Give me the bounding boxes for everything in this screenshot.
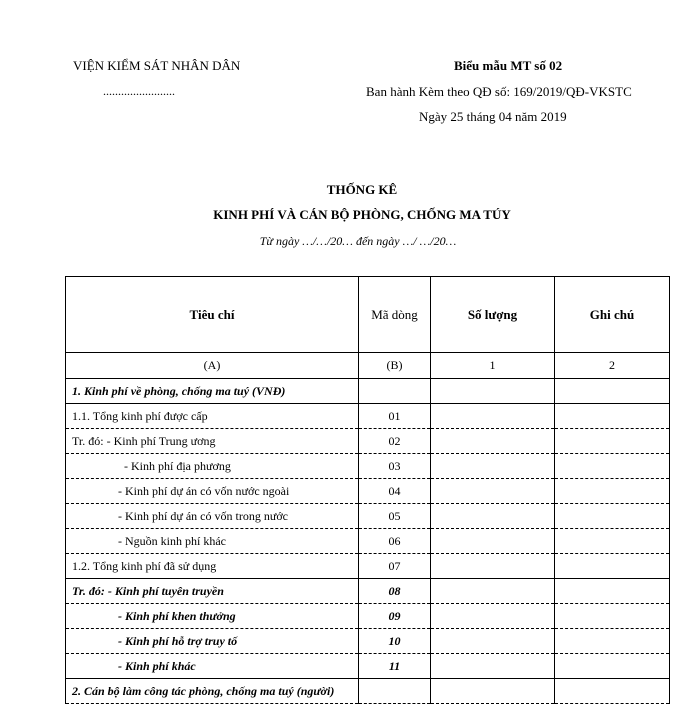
table-row [66, 479, 670, 504]
table-subheader-row [66, 353, 670, 379]
notes-cell[interactable] [555, 604, 670, 629]
form-number: Biểu mẫu MT số 02 [454, 58, 563, 73]
quantity-cell[interactable] [431, 479, 555, 504]
title-line1: THỐNG KÊ [326, 182, 398, 197]
table-row [66, 654, 670, 679]
quantity-cell[interactable] [431, 429, 555, 454]
report-period: Từ ngày …/…/20… đến ngày …/ …/20… [259, 234, 457, 248]
quantity-cell[interactable] [431, 454, 555, 479]
criteria-cell [66, 404, 359, 429]
line-code-cell: 07 [359, 554, 431, 579]
sub-label-a: (A) [66, 353, 359, 379]
statistics-table [65, 276, 670, 704]
notes-cell[interactable] [555, 379, 670, 404]
col-header-criteria: Tiêu chí [66, 277, 359, 353]
quantity-cell[interactable] [431, 629, 555, 654]
notes-cell[interactable] [555, 654, 670, 679]
quantity-cell[interactable] [431, 529, 555, 554]
line-code-cell: 04 [359, 479, 431, 504]
line-code-cell [359, 379, 431, 404]
criteria-label: 1.1. Tổng kinh phí được cấp [72, 408, 208, 423]
criteria-label: - Kinh phí địa phương [124, 458, 231, 473]
table-row [66, 454, 670, 479]
title-line2: KINH PHÍ VÀ CÁN BỘ PHÒNG, CHỐNG MA TÚY [213, 207, 511, 222]
table-row [66, 404, 670, 429]
line-code-cell: 05 [359, 504, 431, 529]
quantity-cell[interactable] [431, 654, 555, 679]
notes-cell[interactable] [555, 504, 670, 529]
criteria-label: 1.2. Tổng kinh phí đã sử dụng [72, 558, 217, 573]
criteria-label: Tr. đó: - Kinh phí Trung ương [72, 433, 216, 448]
col-header-quantity: Số lượng [431, 277, 555, 353]
table-row [66, 379, 670, 404]
issued-by: Ban hành Kèm theo QĐ số: 169/2019/QĐ-VKSTC [366, 84, 632, 99]
col-header-line-code: Mã dòng [359, 277, 431, 353]
criteria-cell [66, 479, 359, 504]
quantity-cell[interactable] [431, 379, 555, 404]
col-header-notes: Ghi chú [555, 277, 670, 353]
sub-label-b: (B) [359, 353, 431, 379]
notes-cell[interactable] [555, 629, 670, 654]
org-name: VIỆN KIỂM SÁT NHÂN DÂN [73, 58, 241, 73]
table-row [66, 504, 670, 529]
criteria-cell [66, 554, 359, 579]
criteria-cell [66, 629, 359, 654]
criteria-label: 2. Cán bộ làm công tác phòng, chống ma tuý (người) [72, 683, 335, 698]
org-dots: ........................ [103, 84, 175, 98]
line-code-cell: 10 [359, 629, 431, 654]
notes-cell[interactable] [555, 529, 670, 554]
criteria-cell [66, 429, 359, 454]
criteria-label: - Kinh phí khác [118, 658, 196, 673]
criteria-cell [66, 379, 359, 404]
criteria-cell [66, 579, 359, 604]
table-row [66, 429, 670, 454]
notes-cell[interactable] [555, 404, 670, 429]
criteria-cell [66, 529, 359, 554]
criteria-label: - Kinh phí khen thưởng [118, 608, 236, 623]
criteria-label: - Kinh phí dự án có vốn trong nước [118, 508, 288, 523]
notes-cell[interactable] [555, 454, 670, 479]
table-row [66, 604, 670, 629]
criteria-cell [66, 604, 359, 629]
table-row [66, 579, 670, 604]
issued-date: Ngày 25 tháng 04 năm 2019 [419, 109, 567, 124]
criteria-label: - Kinh phí dự án có vốn nước ngoài [118, 483, 290, 498]
table-row [66, 529, 670, 554]
table-header-row [66, 277, 670, 353]
line-code-cell: 06 [359, 529, 431, 554]
quantity-cell[interactable] [431, 554, 555, 579]
line-code-cell: 02 [359, 429, 431, 454]
notes-cell[interactable] [555, 429, 670, 454]
quantity-cell[interactable] [431, 604, 555, 629]
line-code-cell: 09 [359, 604, 431, 629]
quantity-cell[interactable] [431, 504, 555, 529]
table-row [66, 629, 670, 654]
criteria-label: Tr. đó: - Kinh phí tuyên truyền [72, 583, 224, 598]
sub-label-2: 2 [555, 353, 670, 379]
criteria-label: - Nguồn kinh phí khác [118, 533, 226, 548]
line-code-cell: 03 [359, 454, 431, 479]
quantity-cell[interactable] [431, 404, 555, 429]
line-code-cell: 11 [359, 654, 431, 679]
criteria-label: - Kinh phí hỗ trợ truy tố [118, 633, 238, 648]
line-code-cell: 08 [359, 579, 431, 604]
criteria-label: 1. Kinh phí về phòng, chống ma tuý (VNĐ) [72, 383, 286, 398]
criteria-cell [66, 654, 359, 679]
notes-cell[interactable] [555, 554, 670, 579]
criteria-cell [66, 454, 359, 479]
table-row [66, 554, 670, 579]
criteria-cell [66, 504, 359, 529]
sub-label-1: 1 [431, 353, 555, 379]
quantity-cell[interactable] [431, 579, 555, 604]
line-code-cell: 01 [359, 404, 431, 429]
notes-cell[interactable] [555, 479, 670, 504]
notes-cell[interactable] [555, 579, 670, 604]
